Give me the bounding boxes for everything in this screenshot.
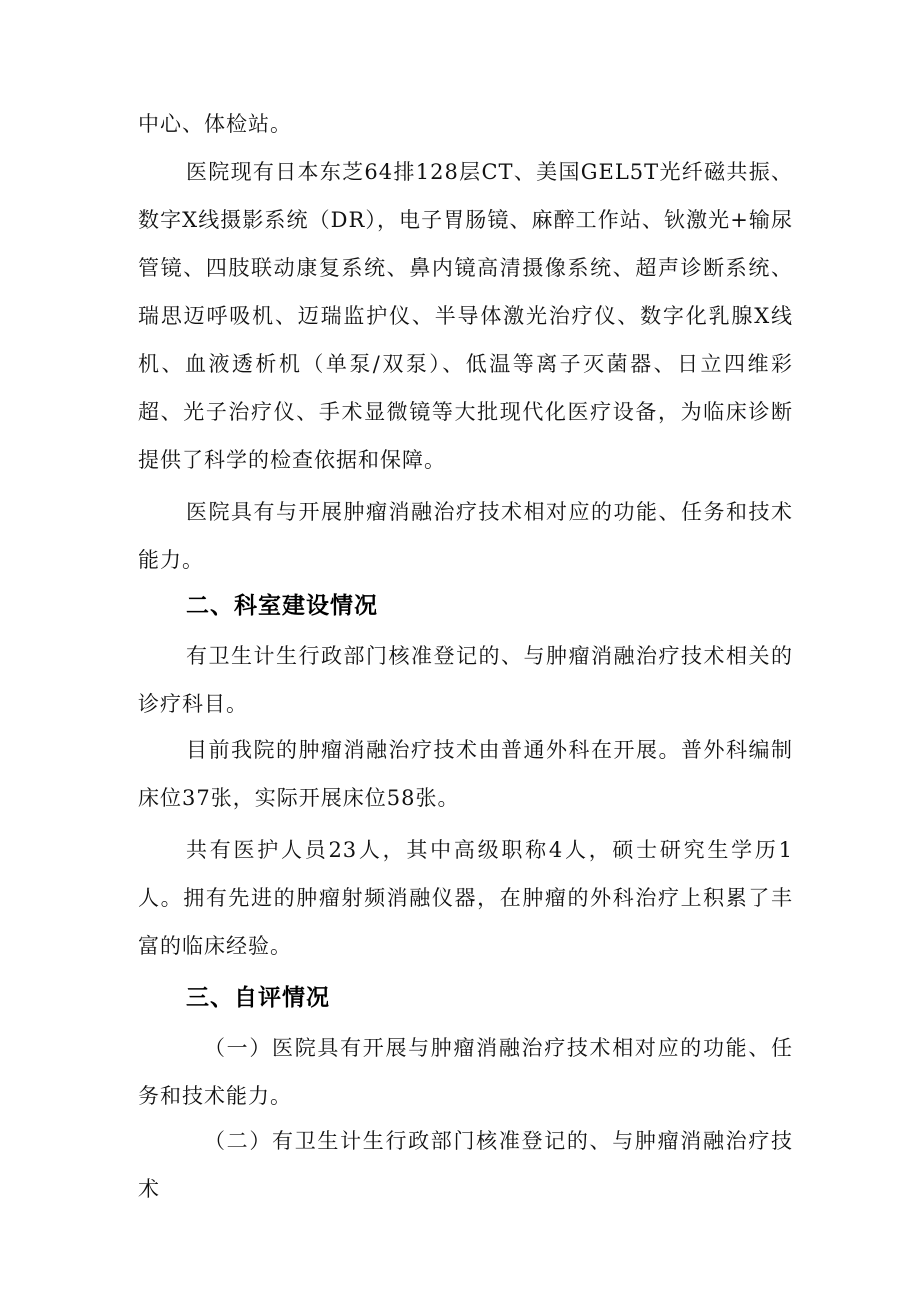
department-paragraph-3: 共有医护人员23人，其中高级职称4人，硕士研究生学历1人。拥有先进的肿瘤射频消融仪器，在肿瘤的外科治疗上积累了丰富的临床经验。 <box>138 838 793 958</box>
department-paragraph-1: 有卫生计生行政部门核准登记的、与肿瘤消融治疗技术相关的诊疗科目。 <box>138 644 793 716</box>
section-heading-self-evaluation: 三、自评情况 <box>186 985 330 1011</box>
equipment-paragraph: 医院现有日本东芝64排128层CT、美国GEL5T光纤磁共振、数字X线摄影系统（DR），电子胃肠镜、麻醉工作站、钬激光+输尿管镜、四肢联动康复系统、鼻内镜高清摄像系统、超声诊断系统、瑞思迈呼吸机、迈瑞监护仪、半导体激光治疗仪、数字化乳腺X线机、血液透析机（单泵/双泵）、低温等离子灭菌器、日立四维彩超、光子治疗仪、手术显微镜等大批现代化医疗设备，为临床诊断提供了科学的检查依据和保障。 <box>138 160 793 472</box>
continuation-text: 中心、体检站。 <box>138 112 292 136</box>
self-evaluation-item-1: （一）医院具有开展与肿瘤消融治疗技术相对应的功能、任务和技术能力。 <box>138 1036 793 1108</box>
department-paragraph-2: 目前我院的肿瘤消融治疗技术由普通外科在开展。普外科编制床位37张，实际开展床位58张。 <box>138 738 793 810</box>
self-evaluation-item-2: （二）有卫生计生行政部门核准登记的、与肿瘤消融治疗技术 <box>138 1129 793 1201</box>
capability-paragraph: 医院具有与开展肿瘤消融治疗技术相对应的功能、任务和技术能力。 <box>138 500 793 572</box>
section-heading-department: 二、科室建设情况 <box>186 593 378 619</box>
